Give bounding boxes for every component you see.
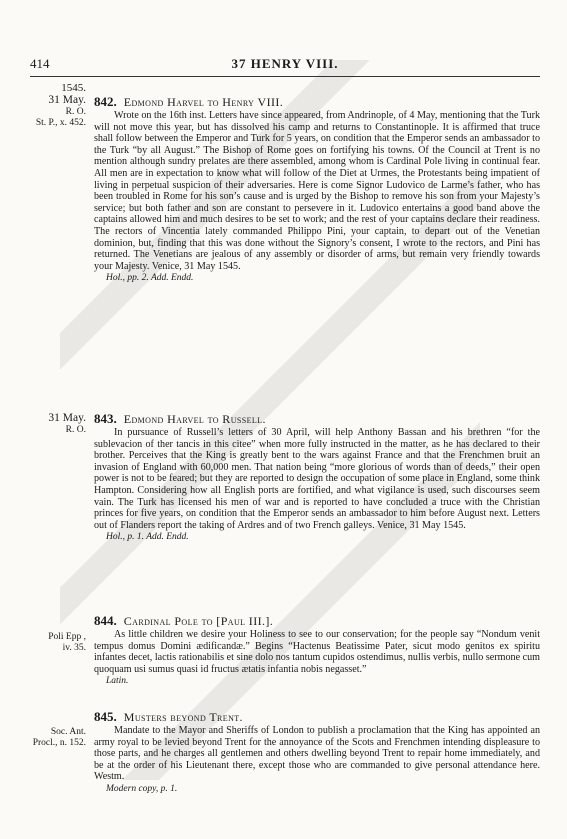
margin-notes — [30, 412, 86, 436]
entry-title: Cardinal Pole to [Paul III.]. — [123, 614, 274, 628]
margin-notes — [30, 632, 86, 654]
entry-heading — [94, 412, 540, 426]
entry-source: Poli Epp , — [48, 632, 86, 642]
entry-content — [94, 710, 540, 795]
entry-body: In pursuance of Russell’s letters of 30 April, will help Anthony Bassan and his brethren “for the sublevacion of ther tancis in this citee” when more fully instructed in the matter, as he has declared to their brother. Perceives that the King is greatly bent to the wars against France and that the Frenchmen bruit an invasion of England with 60,000 men. That nation being “more glorious of words than of deeds,” their open power is not to be feared; but they are reported to design the occupation of some place in England, some think Hampton. Considering how all English ports are fortified, and what vigilance is used, such discourses seem vain. The Turk has licensed his men of war and is reported to have concluded a truce with the Christian princes for five years, on condition that the Emperor sends an ambassador to him before August next. Letters out of Flanders report the taking of Ardres and of two French galleys. Venice, 31 May 1545. — [94, 427, 540, 531]
entry-source: Soc. Ant. — [50, 727, 86, 737]
entry-date: 31 May. — [48, 94, 86, 106]
entry-body: As little children we desire your Holiness to see to our conservation; for the people say “Nondum venit tempus domus Domini ædificandæ.” Begins “Hactenus Beatissime Pater, sicut modo genitos ex spiritu infantes decet, lactis rationabilis et sine dolo nos tantum cupidos ostendimus, nullis verbis, nullo sermone cum quoquam usi sumus quasi id fructus ætatis infantia nobis negasset.” — [94, 629, 540, 675]
entry-title: Edmond Harvel to Henry VIII. — [123, 95, 284, 109]
entry-content — [94, 95, 540, 284]
entry-content — [94, 412, 540, 543]
entry-heading — [94, 710, 540, 724]
margin-notes — [30, 727, 86, 749]
running-title: 37 HENRY VIII. — [231, 56, 339, 71]
entry-source-ref: iv. 35. — [62, 643, 86, 653]
entry-number: 845. — [94, 709, 117, 724]
entry-source: R. O. — [65, 107, 86, 117]
entry-note: Latin. — [106, 676, 129, 687]
entry-number: 844. — [94, 613, 117, 628]
entry-content — [94, 614, 540, 687]
entry-heading — [94, 614, 540, 628]
entry-date: 31 May. — [48, 412, 86, 424]
entry-source: R. O. — [65, 425, 86, 435]
entry-body: Mandate to the Mayor and Sheriffs of London to publish a proclamation that the King has appointed an army royal to be levied beyond Trent for the annoyance of the Scots and Frenchmen intending displeasure to those parts, and he charges all gentlemen and others dwelling beyond Trent to repair home immediately, and be at the order of his Lieutenant there, except those who are commanded to give personal attendance here. Westm. — [94, 725, 540, 783]
page-number: 414 — [30, 56, 50, 71]
entry-source-ref: St. P., x. 452. — [35, 118, 86, 128]
entry-title: Edmond Harvel to Russell. — [123, 412, 266, 426]
entry-note: Modern copy, p. 1. — [106, 783, 178, 794]
margin-notes — [30, 82, 86, 129]
entry-number: 843. — [94, 411, 117, 426]
entry-title: Musters beyond Trent. — [123, 710, 243, 724]
entry-year: 1545. — [61, 82, 86, 94]
entry-source-ref: Procl., n. 152. — [32, 738, 86, 748]
entry-number: 842. — [94, 94, 117, 109]
entry-body: Wrote on the 16th inst. Letters have since appeared, from Andrinople, of 4 May, mentioning that the Turk will not move this year, but has dissolved his camp and returns to Constantinople. It is affirmed that truce shall follow between the Emperor and Turk for 5 years, on condition that the Emperor sends an ambassador to the Turk “by all August.” The Bishop of Rome goes on fortifying his towns. Of the Council at Trent is no mention although sundry prelates are there assembled, among whom is Cardinal Pole living in continual fear. All men are in expectation to know what will follow of the Diet at Urmes, the Protestants being impatient of living in perpetual suspicion of their adversaries. Here is come Signor Ludovico de Larme’s father, who has been troubled in Rome for his son’s cause and is urged by the Bishop to remove his son from your Majesty’s service; but both father and son are constant to persevere in it. Ludovico entertains a good band above the captains allowed him and much desires to be set to work; and the rest of your captains declare their readiness. The rectors of Vincentia lately commanded Philippo Pini, your captain, to depart out of the Venetian dominion, but, finding that this was done without the Signory’s consent, I wrote to the rectors, and Pini has returned. The Venetians are jealous of any assembly or disorder of arms, but remain very friendly towards your Majesty. Venice, 31 May 1545. — [94, 110, 540, 272]
page-header — [30, 56, 540, 76]
header-rule — [30, 76, 540, 77]
entry-heading — [94, 95, 540, 109]
entry-note: Hol., pp. 2. Add. Endd. — [106, 273, 194, 284]
entry-note: Hol., p. 1. Add. Endd. — [106, 532, 189, 543]
